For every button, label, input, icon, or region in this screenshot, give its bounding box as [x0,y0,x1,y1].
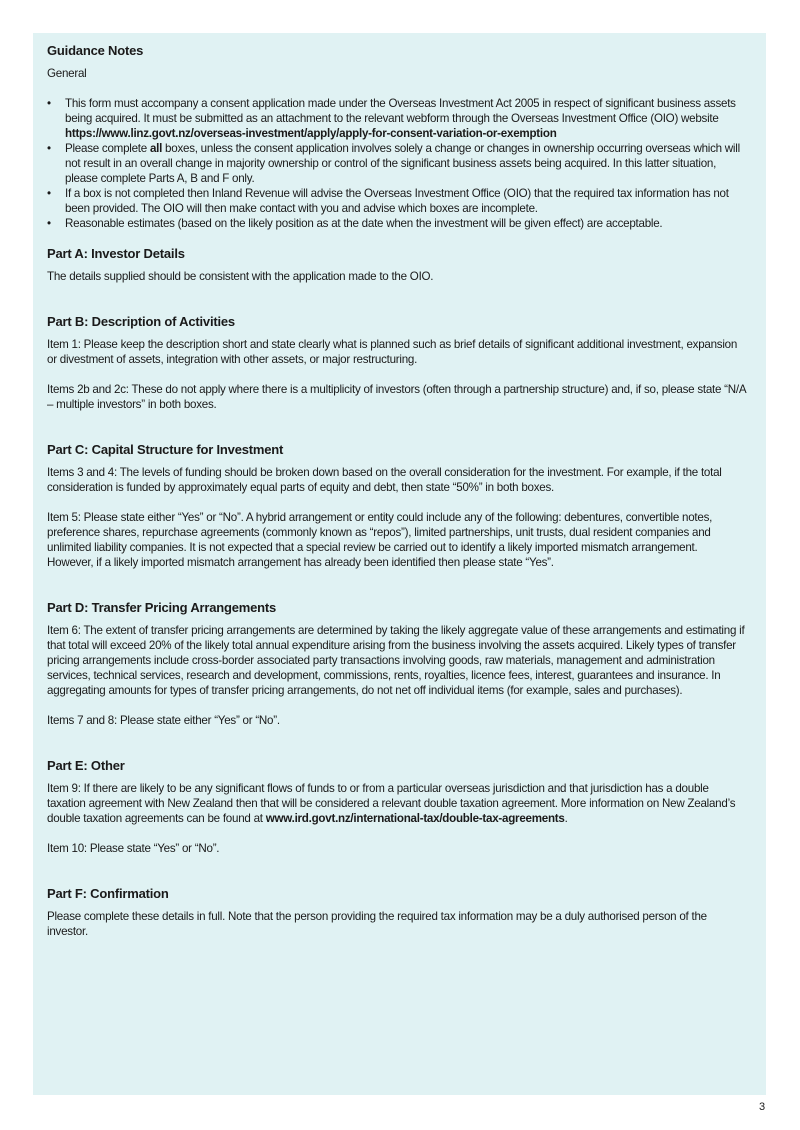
list-item [47,141,746,186]
list-item [47,216,746,231]
part-f-section [47,886,746,939]
bullet-icon: • [47,97,51,110]
part-c-section [47,442,746,570]
part-e-section [47,758,746,856]
part-e-item10: Item 10: Please state “Yes” or “No”. [47,842,220,855]
item9-end: . [564,812,568,825]
part-f-heading: Part F: Confirmation [47,886,169,901]
guidance-notes-panel [33,33,766,1095]
general-bullet-list [47,96,746,231]
bullet-text: boxes, unless the consent application involves solely a change or changes in ownership occurring overseas which will not result in an overall change in majority ownership or control of the significant business assets being acquired. In this latter situation, please complete Parts A, B and F only. [65,142,740,185]
bullet-text: Reasonable estimates (based on the likely position as at the date when the investment will be given effect) are acceptable. [65,217,663,230]
part-c-item5: Item 5: Please state either “Yes” or “No”. A hybrid arrangement or entity could include any of the following: debentures, convertible notes, preference shares, repurchase agreements (commonly known as “repos”), limited partnerships, unit trusts, dual resident companies and unlimited liability companies. It is not expected that a special review be carried out to identify a likely imported mismatch arrangement. However, if a likely imported mismatch arrangement has already been identified then please state “Yes”. [47,511,713,569]
part-d-section [47,600,746,728]
linz-link[interactable]: https://www.linz.govt.nz/overseas-investment/apply/apply-for-consent-variation-or-exemption [65,127,557,140]
part-c-items-3-4: Items 3 and 4: The levels of funding should be broken down based on the overall consideration for the investment. For example, if the total consideration is funded by approximately equal parts of equity and debt, then state “50%” in both boxes. [47,466,722,494]
part-c-heading: Part C: Capital Structure for Investment [47,442,284,457]
part-f-text: Please complete these details in full. Note that the person providing the required tax information may be a duly authorised person of the investor. [47,910,707,938]
part-e-heading: Part E: Other [47,758,125,773]
bullet-icon: • [47,142,51,155]
bullet-text: Please complete [65,142,150,155]
item9-text: Item 9: If there are likely to be any significant flows of funds to or from a particular overseas jurisdiction and that jurisdiction has a double taxation agreement with New Zealand then that will be considered a relevant double taxation agreement. More information on New Zealand’s double taxation agreements can be found at [47,782,736,825]
part-d-items-7-8: Items 7 and 8: Please state either “Yes” or “No”. [47,714,280,727]
list-item [47,186,746,216]
general-label: General [47,67,87,80]
list-item [47,96,746,141]
part-a-text: The details supplied should be consistent with the application made to the OIO. [47,270,434,283]
part-a-section [47,246,746,284]
bullet-icon: • [47,187,51,200]
part-b-items-2b-2c: Items 2b and 2c: These do not apply where there is a multiplicity of investors (often through a partnership structure) and, if so, please state “N/A – multiple investors” in both boxes. [47,383,746,411]
bullet-text: If a box is not completed then Inland Revenue will advise the Overseas Investment Office (OIO) that the required tax information has not been provided. The OIO will then make contact with you and advise which boxes are incomplete. [65,187,729,215]
part-b-item1: Item 1: Please keep the description short and state clearly what is planned such as brief details of significant additional investment, expansion or divestment of assets, integration with other assets, or major restructuring. [47,338,738,366]
page-number: 3 [759,1101,766,1113]
part-b-heading: Part B: Description of Activities [47,314,235,329]
part-d-heading: Part D: Transfer Pricing Arrangements [47,600,277,615]
part-b-section [47,314,746,412]
bullet-icon: • [47,217,51,230]
guidance-notes-title: Guidance Notes [47,43,144,58]
bullet-text: This form must accompany a consent application made under the Overseas Investment Act 2005 in respect of significant business assets being acquired. It must be submitted as an attachment to the relevant webform through the Overseas Investment Office (OIO) website [65,97,736,125]
ird-dta-link[interactable]: www.ird.govt.nz/international-tax/double-tax-agreements [265,812,565,825]
part-d-item6: Item 6: The extent of transfer pricing arrangements are determined by taking the likely aggregate value of these arrangements and estimating if that total will exceed 20% of the likely total annual expenditure arising from the business involving the assets acquired. Likely types of transfer pricing arrangements include cross-border associated party transactions involving goods, raw materials, management and administration services, technical services, research and development, commissions, rents, royalties, licence fees, interest, guarantees and insurance. In aggregating amounts for types of transfer pricing arrangements, do not net off individual items (for example, sales and purchases). [47,624,745,697]
bullet-bold-text: all [149,142,163,155]
part-e-item9 [47,781,746,826]
part-a-heading: Part A: Investor Details [47,246,185,261]
